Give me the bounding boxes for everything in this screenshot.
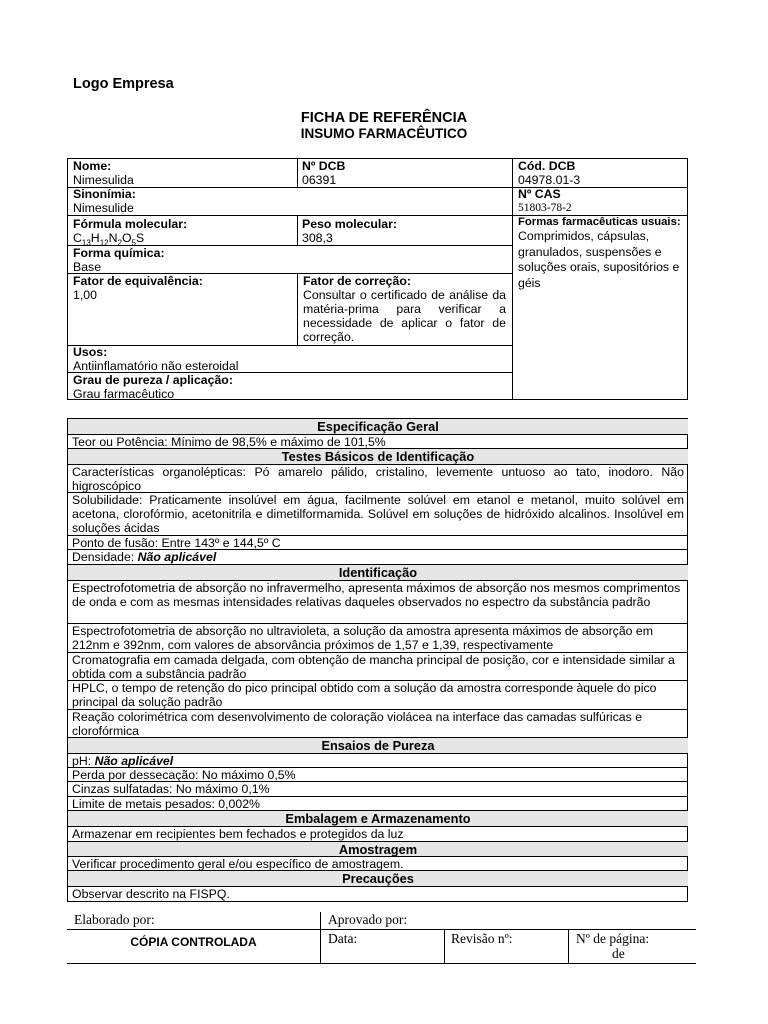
ponto-fusao-row: Ponto de fusão: Entre 143º e 144,5º C [68, 536, 688, 550]
elaborado-por-label: Elaborado por: [74, 912, 155, 927]
fator-equivalencia-cell [73, 274, 293, 302]
formas-cell [518, 216, 682, 291]
usos-cell [73, 345, 503, 373]
fator-equivalencia-value: 1,00 [73, 288, 97, 302]
pagina-de-label: de [612, 946, 625, 961]
company-logo: Logo Empresa [73, 76, 174, 92]
usos-label: Usos: [73, 345, 108, 359]
cod-dcb-label: Cód. DCB [518, 159, 576, 173]
sinonimia-label: Sinonímia: [73, 187, 136, 201]
dcb-cell [302, 159, 507, 187]
section-amostragem: Amostragem [68, 842, 688, 857]
formas-label: Formas farmacêuticas usuais: [518, 216, 681, 228]
fator-equivalencia-label: Fator de equivalência: [73, 274, 203, 288]
ph-value: Não aplicável [94, 754, 174, 768]
fator-correcao-value: Consultar o certificado de análise da matéria-prima para verificar a necessidade de aplicar o fator de correção. [303, 288, 506, 344]
aprovado-por-label: Aprovado por: [328, 912, 408, 927]
cas-cell [518, 187, 683, 215]
document-subtitle: INSUMO FARMACÊUTICO [300, 126, 468, 141]
organolepticas-row: Características organolépticas: Pó amarelo pálido, cristalino, levemente untuoso ao tato, inodoro. Não higroscópico [68, 465, 688, 493]
ph-row [68, 754, 688, 768]
dcb-value: 06391 [302, 173, 337, 187]
grau-cell [73, 373, 503, 401]
ccd-row: Cromatografia em camada delgada, com obtenção de mancha principal de posição, cor e intensidade similar a obtida com a substância padrão [68, 653, 688, 681]
section-embalagem: Embalagem e Armazenamento [68, 811, 688, 827]
nome-cell [73, 159, 293, 187]
section-testes-basicos: Testes Básicos de Identificação [68, 449, 688, 465]
formula-value: $C_{13}H_{12}N_2O_5S$ [73, 231, 145, 248]
nome-label: Nome: [73, 159, 112, 173]
sinonimia-value: Nimesulide [73, 201, 134, 215]
embalagem-row: Armazenar em recipientes bem fechados e protegidos da luz [68, 827, 688, 842]
section-especificacao-geral: Especificação Geral [68, 419, 688, 435]
pagina-label: Nº de página: [576, 931, 650, 946]
amostragem-row: Verificar procedimento geral e/ou específico de amostragem. [68, 857, 688, 871]
cinzas-row: Cinzas sulfatadas: No máximo 0,1% [68, 782, 688, 797]
formula-label: Fórmula molecular: [73, 217, 188, 231]
solubilidade-row: Solubilidade: Praticamente insolúvel em água, facilmente solúvel em etanol e metanol, muito solúvel em acetona, clorofórmio, acetonitrila e dimetilformamida. Solúvel em soluções de hidróxido alcalinos. Insolúvel em soluções ácidas [68, 493, 688, 536]
forma-quimica-label: Forma química: [73, 246, 165, 260]
cod-dcb-value: 04978.01-3 [518, 173, 581, 187]
metais-row: Limite de metais pesados: 0,002% [68, 797, 688, 811]
cas-value: 51803-78-2 [518, 202, 572, 214]
ph-label: pH: [72, 754, 95, 768]
peso-value: 308,3 [302, 231, 333, 245]
hplc-row: HPLC, o tempo de retenção do pico principal obtido com a solução da amostra corresponde àquele do pico principal da solução padrão [68, 681, 688, 710]
grau-label: Grau de pureza / aplicação: [73, 373, 233, 387]
revisao-label: Revisão nº: [451, 931, 513, 946]
section-ensaios-pureza: Ensaios de Pureza [68, 738, 688, 754]
nome-value: Nimesulida [73, 173, 134, 187]
fator-correcao-label: Fator de correção: [303, 274, 411, 288]
grau-value: Grau farmacêutico [73, 387, 175, 401]
colorimetrica-row: Reação colorimétrica com desenvolvimento de coloração violácea na interface das camadas sulfúricas e clorofórmica [68, 710, 688, 738]
peso-label: Peso molecular: [302, 217, 397, 231]
densidade-row [68, 550, 688, 565]
dcb-label: Nº DCB [302, 159, 346, 173]
cod-dcb-cell [518, 159, 683, 187]
uv-row: Espectrofotometria de absorção no ultravioleta, a solução da amostra apresenta máximos de absorção em 212nm e 392nm, com valores de absorvância próximos de 1,57 e 1,39, respectivamente [68, 624, 688, 653]
usos-value: Antiinflamatório não esteroidal [73, 359, 239, 373]
ir-row: Espectrofotometria de absorção no infravermelho, apresenta máximos de absorção nos mesmos comprimentos de onda e com as mesmas intensidades relativas daqueles observados no espectro da substância padrão [68, 581, 688, 624]
section-identificacao: Identificação [68, 565, 688, 581]
copia-controlada-label: CÓPIA CONTROLADA [130, 935, 257, 949]
teor-row: Teor ou Potência: Mínimo de 98,5% e máximo de 101,5% [68, 435, 688, 449]
formas-value: Comprimidos, cápsulas, granulados, suspensões e soluções orais, supositórios e géis [518, 229, 680, 290]
perda-row: Perda por dessecação: No máximo 0,5% [68, 768, 688, 782]
cas-label: Nº CAS [518, 187, 561, 201]
sinonimia-cell [73, 187, 503, 215]
forma-quimica-value: Base [73, 260, 102, 274]
densidade-label: Densidade: [72, 550, 138, 564]
precaucoes-row: Observar descrito na FISPQ. [72, 887, 230, 901]
peso-cell [302, 217, 507, 245]
section-precaucoes: Precauções [68, 871, 688, 887]
document-title: FICHA DE REFERÊNCIA [300, 110, 468, 126]
forma-quimica-cell [73, 246, 503, 274]
data-label: Data: [328, 931, 358, 946]
fator-correcao-cell [303, 274, 506, 344]
densidade-value: Não aplicável [137, 550, 217, 564]
